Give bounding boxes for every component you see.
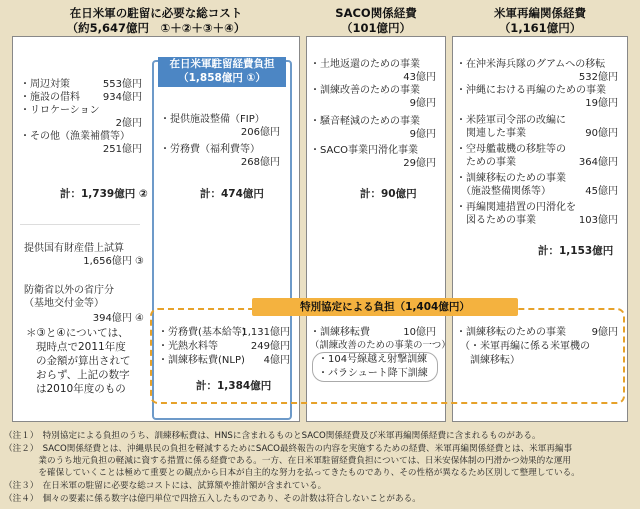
list-item-value: 249億円: [250, 341, 290, 352]
list-item: ・米陸軍司令部の改編に: [456, 115, 566, 126]
list-item-value: 43億円: [403, 72, 436, 83]
list-item: ・労務費（福利費等）: [160, 144, 260, 155]
realignment-title: 米軍再編関係経費: [494, 6, 586, 20]
list-item-value: 934億円: [102, 92, 142, 103]
list-item-value: 364億円: [578, 157, 618, 168]
realignment-subtitle: （1,161億円）: [498, 21, 582, 35]
list-item: ・周辺対策: [20, 79, 70, 90]
other-ministry-value: 394億円 ④: [92, 313, 144, 324]
note-line: は2010年度のもの: [36, 383, 126, 395]
list-item: ・訓練改善のための事業: [310, 85, 420, 96]
list-item-value: 1,131億円: [241, 327, 290, 338]
list-item-value: 206億円: [240, 127, 280, 138]
list-item: ・その他（漁業補償等）: [20, 131, 130, 142]
list-item: ・パラシュート降下訓練: [318, 368, 428, 379]
list-item-value: 251億円: [102, 144, 142, 155]
footnote: （注３） 在日米軍の駐留に必要な総コストには、試算額や推計額が含まれている。: [4, 481, 327, 491]
list-item-value: 268億円: [240, 157, 280, 168]
list-item: （訓練改善のための事業の一つ）: [310, 340, 451, 351]
list-item-value: 9億円: [591, 327, 618, 338]
list-item-value: 9億円: [409, 129, 436, 140]
list-item: ・訓練移転費: [310, 327, 370, 338]
list-item: ・光熱水料等: [158, 341, 218, 352]
list-item-value: 103億円: [578, 215, 618, 226]
list-item: ・訓練移転のための事業: [456, 327, 566, 338]
list-item-value: 10億円: [403, 327, 436, 338]
col1-total: 計：1,739億円 ②: [60, 188, 148, 200]
list-item-value: 45億円: [585, 186, 618, 197]
saco-subtitle: （101億円）: [340, 21, 411, 35]
list-item-value: 553億円: [102, 79, 142, 90]
list-item: ための事業: [456, 157, 516, 168]
list-item: ・再編関連措置の円滑化を: [456, 202, 576, 213]
list-item-value: 29億円: [403, 158, 436, 169]
footnote: （注１） 特別協定による負担のうち、訓練移転費は、HNSに含まれるものとSACO関係経費及び米軍再編関係経費に含まれるものがある。: [4, 431, 541, 441]
list-item: 関連した事業: [456, 128, 526, 139]
list-item: （施設整備関係等）: [456, 186, 551, 197]
divider: [20, 224, 140, 225]
list-item: ・訓練移転費(NLP): [158, 355, 245, 366]
list-item: （・米軍再編に係る米軍機の: [460, 341, 590, 352]
note-line: 現時点で2011年度: [36, 341, 126, 353]
hns-total: 計：474億円: [200, 188, 264, 200]
special-agreement-header: 特別協定による負担（1,404億円）: [252, 298, 518, 316]
footnote: （注４） 個々の要素に係る数字は億円単位で四捨五入したものであり、その計数は符合しないことがある。: [4, 494, 421, 504]
list-item-value: 90億円: [585, 128, 618, 139]
other-ministry-sub: （基地交付金等）: [24, 298, 104, 309]
list-item: ・騒音軽減のための事業: [310, 116, 420, 127]
list-item: ・労務費(基本給等): [158, 327, 246, 338]
saco-title: SACO関係経費: [335, 6, 417, 20]
list-item: ・土地返還のための事業: [310, 59, 420, 70]
footnote: （注２） SACO関係経費とは、沖縄県民の負担を軽減するためにSACO最終報告の内容を実施するための経費、米軍再編関係経費とは、米軍再編事: [4, 444, 573, 454]
list-item: ・訓練移転のための事業: [456, 173, 566, 184]
note-line: おらず、上記の数字: [36, 369, 130, 381]
footnote: を確保していくことは極めて重要との観点から日本が自主的な努力を払ってきたものであり、その性格が異なるため区別して整理している。: [4, 468, 580, 478]
total-cost-subtitle: （約5,647億円 ①＋②＋③＋④）: [66, 21, 246, 35]
footnote: 業のうち地元負担の軽減に資する措置に係る経費である。一方、在日米軍駐留経費負担については、日米安保体制の円滑かつ効果的な運用: [4, 456, 572, 466]
list-item-value: 532億円: [578, 72, 618, 83]
list-item: ・SACO事業円滑化事業: [310, 145, 419, 156]
list-item: ・空母艦載機の移駐等の: [456, 144, 566, 155]
list-item: ・104号線越え射撃訓練: [318, 354, 428, 365]
other-ministry-label: 防衛省以外の省庁分: [24, 285, 114, 296]
list-item: 訓練移転）: [460, 355, 520, 366]
hns-sma-total: 計：1,384億円: [196, 380, 272, 392]
list-item-value: 4億円: [263, 355, 290, 366]
list-item: ・提供施設整備（FIP）: [160, 114, 265, 125]
state-land-label: 提供国有財産借上試算: [24, 243, 124, 254]
list-item-value: 19億円: [585, 98, 618, 109]
saco-total: 計：90億円: [360, 188, 417, 200]
list-item: ・沖縄における再編のための事業: [456, 85, 606, 96]
list-item: 図るための事業: [456, 215, 536, 226]
list-item: ・リロケーション: [20, 105, 100, 116]
list-item-value: 2億円: [115, 118, 142, 129]
hns-title: 在日米軍駐留経費負担: [169, 58, 275, 70]
state-land-value: 1,656億円 ③: [83, 256, 144, 267]
hns-subtitle: （1,858億円 ①）: [178, 72, 266, 84]
list-item-value: 9億円: [409, 98, 436, 109]
note-line: ＊③と④については、: [26, 327, 129, 339]
total-cost-title: 在日米軍の駐留に必要な総コスト: [69, 6, 243, 20]
note-line: の金額が算出されて: [36, 355, 131, 367]
list-item: ・施設の借料: [20, 92, 80, 103]
realignment-total: 計：1,153億円: [538, 245, 614, 257]
list-item: ・在沖米海兵隊のグアムへの移転: [456, 59, 606, 70]
hns-header: [158, 57, 286, 87]
